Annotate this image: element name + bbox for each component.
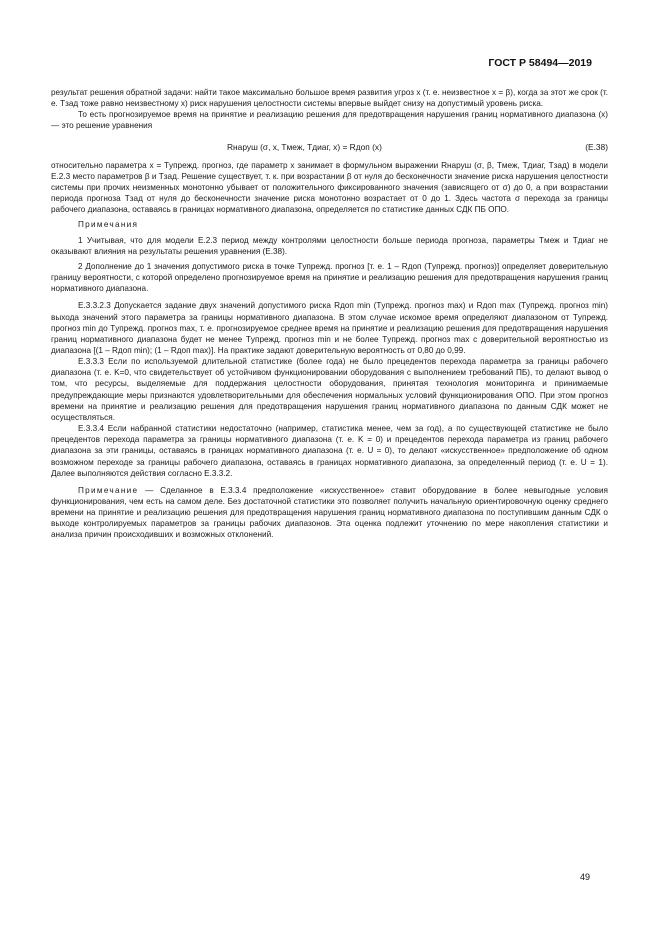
page-body: [51, 87, 608, 541]
equation-expression: Rнаруш (σ, x, Tмеж, Tдиаг, x) = Rдоп (x): [227, 141, 382, 152]
equation-number: (Е.38): [585, 141, 608, 152]
section-e333: Е.3.3.3 Если по используемой длительной статистике (более года) не было прецедентов перехода параметра за границы рабочего диапазона (т. е. K=0, что свидетельствует об устойчивом функционировании оборудования с выполнением требований ПБ), то делают вывод о том, что ресурсы, выделяемые для поддержания целостности оборудования, принятая технология мониторинга и принимаемые предупреждающие меры признаются удовлетворительными для обеспечения нормальных условий функционирования ОПО. При этом прогноз времени на принятие и реализацию решения для предотвращения нарушения границ нормативного диапазона по данным СДК может не осуществляться.: [51, 357, 608, 422]
page-number: 49: [579, 872, 590, 882]
final-note-title: Примечание: [78, 485, 139, 495]
paragraph-parameter-x: относительно параметра x = Tупрежд. прогноз, где параметр x занимает в формульном выражении Rнаруш (σ, β, Tмеж, Tдиаг, Tзад) в модели Е.2.3 место параметров β и Tзад. Решение существует, т. к. при возрастании β от нуля до бесконечности значение риска нарушения целостности системы при прочих неизменных монотонно убывает от положительного фиксированного значения (зависящего от σ) до 0, а при возрастании периода прогноза Tзад от нуля до бесконечности значение риска монотонно возрастает от 0 до 1. Здесь частота σ перехода за границы рабочего диапазона, оставаясь в границах нормативного диапазона, определяется по статистике данных СДК ПБ ОПО.: [51, 160, 608, 215]
equation-e38: [51, 136, 608, 158]
note-1: 1 Учитывая, что для модели Е.2.3 период между контролями целостности больше периода прогноза, параметры Tмеж и Tдиаг не оказывают влияния на результаты решения уравнения (Е.38).: [51, 235, 608, 256]
document-id: ГОСТ Р 58494—2019: [488, 57, 592, 69]
paragraph-inverse-problem: результат решения обратной задачи: найти такое максимально большое время развития угроз x (т. е. неизвестное x = β), когда за этот же срок (т. е. Tзад тоже равно неизвестному x) риск нарушения целостности системы впервые выйдет снизу на допустимый уровень риска.: [51, 88, 608, 109]
paragraph-forecast-time: То есть прогнозируемое время на принятие и реализацию решения для предотвращения нарушения границ нормативного диапазона (x) — это решение уравнения: [51, 110, 608, 131]
note-2: 2 Дополнение до 1 значения допустимого риска в точке Tупрежд. прогноз [т. е. 1 – Rдоп (Tупрежд. прогноз)] определяет доверительную границу вероятности, с которой определено прогнозируемое время на принятие и реализацию решения для предотвращения нарушения границ нормативного диапазона.: [51, 261, 608, 294]
final-note: [51, 485, 608, 541]
section-e3323: Е.3.3.2.3 Допускается задание двух значений допустимого риска Rдоп min (Tупрежд. прогноз max) и Rдоп max (Tупрежд. прогноз min) выхода значений этого параметра за границы нормативного диапазона. В этом случае искомое время определяют диапазоном от Tупрежд. прогноз min до Tупрежд. прогноз max, т. е. прогнозируемое среднее время на принятие и реализацию решения для предотвращения нарушения границ нормативного диапазона будет не менее Tупрежд. прогноз min и не более Tупрежд. прогноз max с доверительной вероятностью из диапазона [(1 – Rдоп min); (1 – Rдоп max)]. На практике задают доверительную вероятность от 0,80 до 0,99.: [51, 301, 608, 355]
notes-heading: Примечания: [78, 220, 139, 230]
section-e334: Е.3.3.4 Если набранной статистики недостаточно (например, статистика менее, чем за год), а по существующей статистике не было прецедентов перехода параметра за границы нормативного диапазона (т. е. K = 0) и прецедентов перехода параметра из границ рабочего диапазона за эти границы, оставаясь в границах нормативного диапазона (т. е. U = 0), то делают «искусственное» предположение об одном возможном переходе за границы рабочего диапазона, оставаясь в границах нормативного диапазона, за определенный период (т. е. U = 1). Далее выполняются действия согласно Е.3.3.2.: [51, 424, 608, 478]
final-note-text: — Сделанное в Е.3.3.4 предположение «искусственное» ставит оборудование в более невыгодные условия функционирования, чем есть на самом деле. Без достаточной статистики это позволяет получить начальную ориентировочную оценку среднего времени на принятие и реализацию решения для предотвращения нарушения границ нормативного диапазона по поступившим данным СДК о выходе контролируемых параметров за границы рабочих диапазонов. Эта оценка подлежит уточнению по мере накопления статистики и анализа причин происходивших и возможных отклонений.: [51, 485, 608, 540]
